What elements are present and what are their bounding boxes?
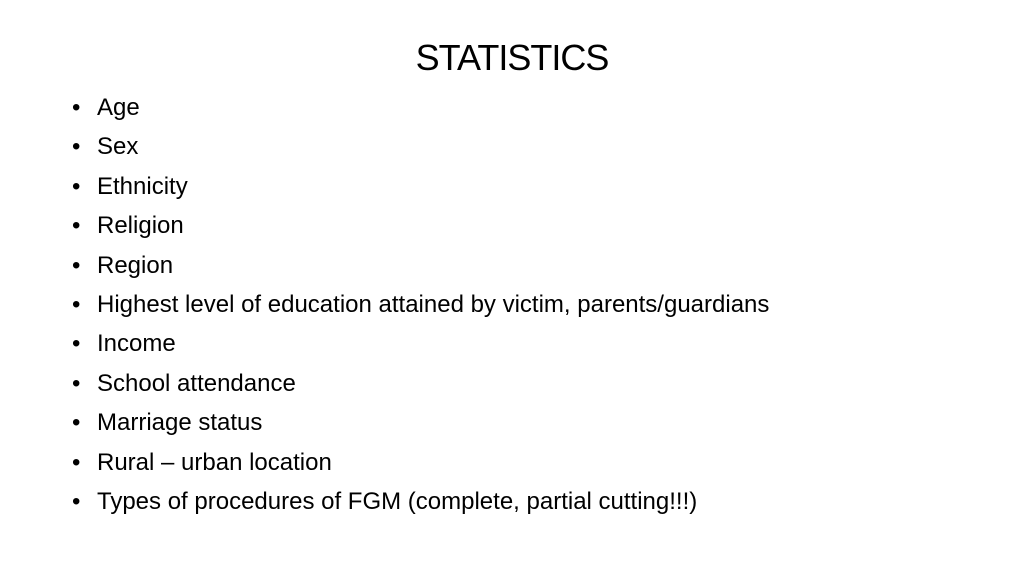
- bullet-item: [72, 285, 972, 324]
- bullet-text: Marriage status: [97, 409, 263, 437]
- bullet-text: Highest level of education attained by victim, parents/guardians: [97, 291, 770, 319]
- bullet-icon: •: [72, 291, 81, 319]
- slide-title: STATISTICS: [415, 37, 609, 78]
- bullet-item: [72, 246, 972, 285]
- bullet-text: Rural – urban location: [97, 448, 332, 476]
- bullet-item: [72, 364, 972, 403]
- bullet-item: [72, 88, 972, 127]
- bullet-item: [72, 206, 972, 245]
- bullet-text: Ethnicity: [97, 172, 188, 200]
- bullet-item: [72, 127, 972, 166]
- bullet-text: Sex: [97, 133, 139, 161]
- bullet-icon: •: [72, 330, 81, 358]
- bullet-text: Types of procedures of FGM (complete, partial cutting!!!): [97, 488, 698, 516]
- bullet-icon: •: [72, 488, 81, 516]
- bullet-list: [72, 88, 972, 521]
- bullet-icon: •: [72, 94, 81, 121]
- bullet-icon: •: [72, 133, 81, 161]
- bullet-text: Region: [97, 251, 174, 279]
- bullet-icon: •: [72, 212, 81, 240]
- bullet-text: Age: [97, 94, 140, 121]
- bullet-icon: •: [72, 409, 81, 437]
- bullet-text: Religion: [97, 212, 184, 240]
- bullet-text: Income: [97, 330, 176, 358]
- bullet-item: [72, 403, 972, 442]
- bullet-item: [72, 482, 972, 521]
- bullet-item: [72, 324, 972, 363]
- bullet-item: [72, 167, 972, 206]
- bullet-icon: •: [72, 251, 81, 279]
- bullet-icon: •: [72, 448, 81, 476]
- bullet-icon: •: [72, 369, 81, 397]
- bullet-icon: •: [72, 172, 81, 200]
- bullet-item: [72, 443, 972, 482]
- bullet-text: School attendance: [97, 369, 296, 397]
